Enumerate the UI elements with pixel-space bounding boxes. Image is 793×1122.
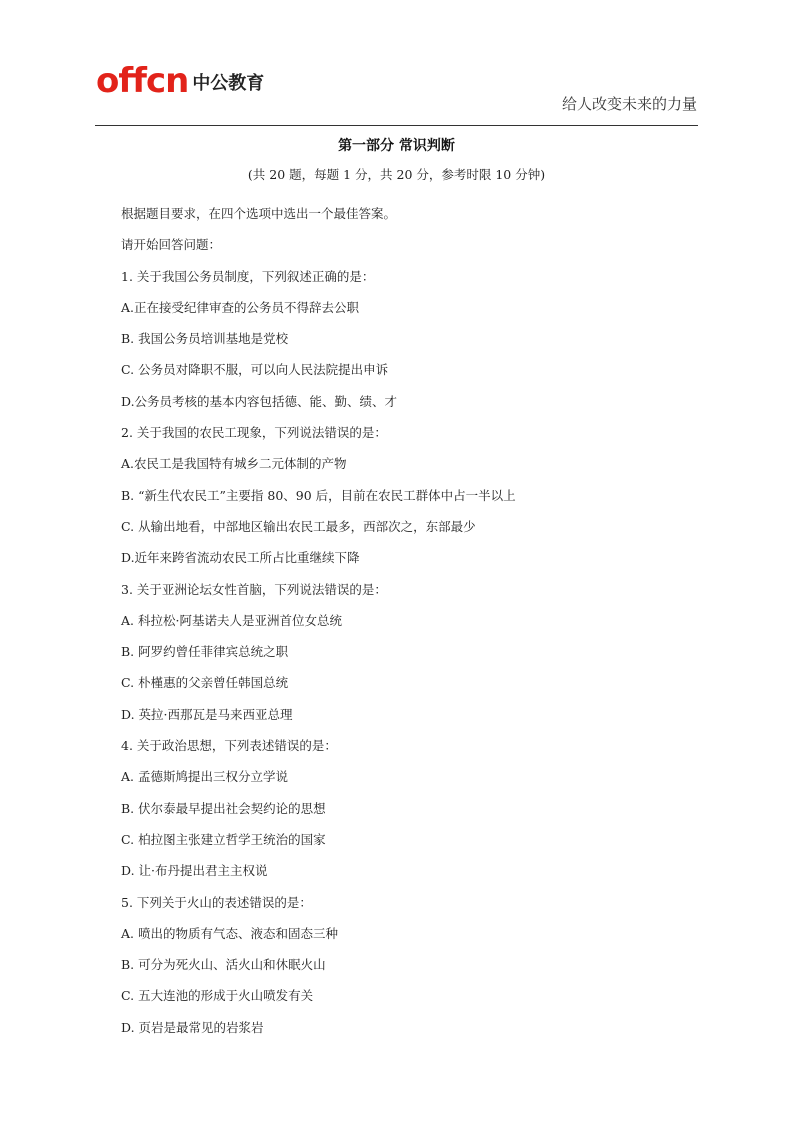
option-line: B. 可分为死火山、活火山和休眠火山 — [121, 957, 326, 973]
section-subtitle: (共 20 题，每题 1 分，共 20 分，参考时限 10 分钟) — [247, 167, 546, 182]
question-5: 5. 下列关于火山的表述错误的是： — [121, 894, 312, 910]
option-line: D. 让·布丹提出君主主权说 — [121, 863, 268, 879]
logo-offcn-text: offcn — [96, 61, 189, 101]
option-line: A. 喷出的物质有气态、液态和固态三种 — [121, 925, 338, 941]
page-header — [0, 0, 793, 130]
option-line: B. 我国公务员培训基地是党校 — [121, 331, 289, 347]
option-line: B. 阿罗约曾任菲律宾总统之职 — [121, 644, 289, 660]
option-line: B. 伏尔泰最早提出社会契约论的思想 — [121, 800, 326, 816]
header-divider — [95, 125, 698, 126]
option-line: C. 柏拉图主张建立哲学王统治的国家 — [121, 831, 326, 847]
option-line: A. 孟德斯鸠提出三权分立学说 — [121, 769, 288, 785]
option-line: C. 五大连池的形成于火山喷发有关 — [121, 988, 314, 1004]
question-1: 1. 关于我国公务员制度，下列叙述正确的是： — [121, 268, 375, 284]
question-4: 4. 关于政治思想，下列表述错误的是： — [121, 738, 337, 754]
question-2: 2. 关于我国的农民工现象，下列说法错误的是： — [121, 425, 387, 441]
option-line: D. 英拉·西那瓦是马来西亚总理 — [121, 706, 293, 722]
section-title: 第一部分 常识判断 — [338, 138, 455, 154]
option-line: A.正在接受纪律审查的公务员不得辞去公职 — [121, 299, 360, 315]
option-line: A.农民工是我国特有城乡二元体制的产物 — [121, 456, 347, 472]
slogan: 给人改变未来的力量 — [561, 95, 697, 113]
option-line: A. 科拉松·阿基诺夫人是亚洲首位女总统 — [121, 612, 342, 628]
question-3: 3. 关于亚洲论坛女性首脑，下列说法错误的是： — [121, 581, 387, 597]
option-line: D.近年来跨省流动农民工所占比重继续下降 — [121, 550, 360, 566]
logo-cn-text: 中公教育 — [192, 73, 265, 94]
option-line: D. 页岩是最常见的岩浆岩 — [121, 1019, 264, 1035]
option-line: D.公务员考核的基本内容包括德、能、勤、绩、才 — [121, 393, 398, 409]
option-line: C. 公务员对降职不服，可以向人民法院提出申诉 — [121, 362, 389, 378]
question-list — [121, 198, 701, 1043]
option-line: B. “新生代农民工”主要指 80、90 后，目前在农民工群体中占一半以上 — [121, 487, 516, 503]
option-line: C. 从输出地看，中部地区输出农民工最多，西部次之，东部最少 — [121, 518, 476, 534]
offcn-logo — [96, 61, 265, 101]
instruction-line: 根据题目要求，在四个选项中选出一个最佳答案。 — [121, 206, 397, 221]
option-line: C. 朴槿惠的父亲曾任韩国总统 — [121, 675, 289, 691]
instruction-line: 请开始回答问题： — [121, 237, 222, 253]
